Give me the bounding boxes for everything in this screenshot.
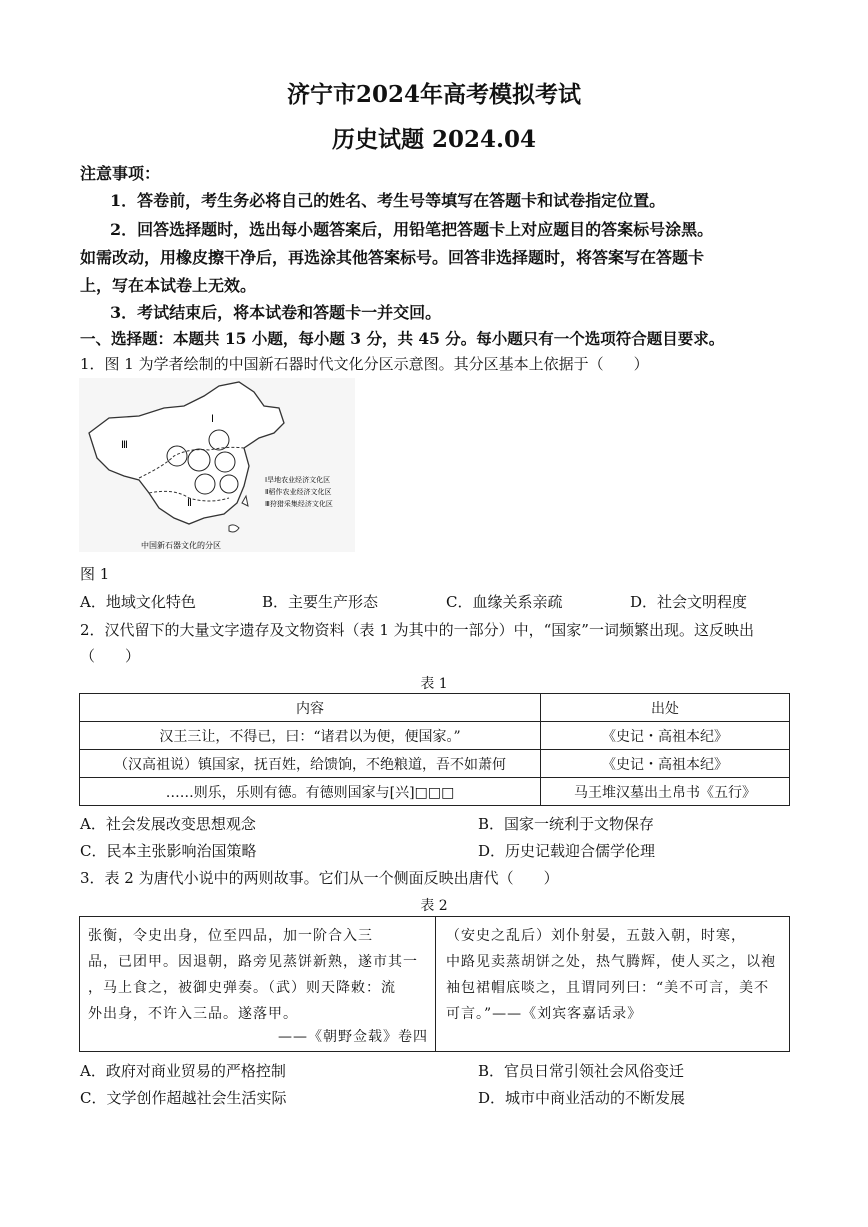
table-2 [79,916,790,1052]
table-cell-source: 《史记・高祖本纪》 [541,750,790,778]
table-row [80,750,790,778]
table-2-left-text: 张衡，令史出身，位至四品，加一阶合入三 品，已团甲。因退朝，路旁见蒸饼新熟，遂市其一 ，马上食之，被御史弹奏。（武）则天降敕：流 外出身，不许入三品。遂落甲。 [88,928,418,1022]
table-2-left-source: ——《朝野佥载》卷四 [278,1029,428,1045]
table-cell-source: 马王堆汉墓出土帛书《五行》 [541,778,790,806]
exam-subtitle: 历史试题 2024.04 [331,126,537,153]
q2-option-c[interactable]: C．民本主张影响治国策略 [80,842,257,860]
table-2-right-text: （安史之乱后）刘仆射晏，五鼓入朝，时寒， 中路见卖蒸胡饼之处，热气腾辉，使人买之，以袍 袖包裙帽底啖之，且谓同列曰：“美不可言，美不 可言。”——《刘宾客嘉话录》 [446,928,776,1022]
table-header-content: 内容 [80,694,541,722]
question-1-stem: 1．图 1 为学者绘制的中国新石器时代文化分区示意图。其分区基本上依据于（ ） [80,355,649,373]
table-cell-content: 汉王三让，不得已，曰：“诸君以为便，便国家。” [80,722,541,750]
exam-title: 济宁市2024年高考模拟考试 [286,81,581,108]
q3-option-b[interactable]: B．官员日常引领社会风俗变迁 [478,1062,685,1080]
table-1-caption: 表 1 [420,676,448,692]
map-legend-2: Ⅱ稻作农业经济文化区 [265,488,332,496]
table-header-row [80,694,790,722]
q2-option-d[interactable]: D．历史记载迎合儒学伦理 [478,842,656,860]
question-2-stem-cont: （ ） [80,647,141,665]
figure-1-label: 图 1 [80,565,110,583]
table-2-caption: 表 2 [420,898,448,914]
notice-item-2-end: 上，写在本试卷上无效。 [80,276,257,295]
table-row [80,722,790,750]
question-2-stem: 2．汉代留下的大量文字遗存及文物资料（表 1 为其中的一部分）中，“国家”一词频繁出现。这反映出 [80,621,754,639]
q2-option-a[interactable]: A．社会发展改变思想观念 [80,815,256,833]
map-caption: 中国新石器文化的分区 [141,541,221,550]
table-2-divider [435,917,436,1051]
map-zone-2-label: Ⅱ [187,498,192,509]
neolithic-culture-map [79,378,355,552]
question-3-stem: 3．表 2 为唐代小说中的两则故事。它们从一个侧面反映出唐代（ ） [80,869,559,887]
table-1 [79,693,790,806]
q3-option-c[interactable]: C．文学创作超越社会生活实际 [80,1089,287,1107]
q2-option-b[interactable]: B．国家一统利于文物保存 [478,815,655,833]
map-legend-3: Ⅲ狩猎采集经济文化区 [265,500,333,508]
table-cell-source: 《史记・高祖本纪》 [541,722,790,750]
table-header-source: 出处 [541,694,790,722]
map-zone-1-label: Ⅰ [211,414,214,425]
map-zone-3-label: Ⅲ [121,440,128,451]
q1-option-a[interactable]: A．地域文化特色 [80,593,196,611]
notice-item-3: 3．考试结束后，将本试卷和答题卡一并交回。 [110,303,442,322]
q3-option-a[interactable]: A．政府对商业贸易的严格控制 [80,1062,286,1080]
map-legend-1: Ⅰ旱地农业经济文化区 [265,476,331,484]
q1-option-d[interactable]: D．社会文明程度 [630,593,748,611]
section-heading: 一、选择题：本题共 15 小题，每小题 3 分，共 45 分。每小题只有一个选项符合题目要求。 [80,329,725,348]
table-cell-content: （汉高祖说）镇国家，抚百姓，给馈饷，不绝粮道，吾不如萧何 [80,750,541,778]
notice-item-1: 1．答卷前，考生务必将自己的姓名、考生号等填写在答题卡和试卷指定位置。 [110,191,666,210]
q3-option-d[interactable]: D．城市中商业活动的不断发展 [478,1089,686,1107]
notice-heading: 注意事项： [80,164,161,183]
notice-item-2: 2．回答选择题时，选出每小题答案后，用铅笔把答题卡上对应题目的答案标号涂黑。 [110,220,714,239]
q1-option-b[interactable]: B．主要生产形态 [262,593,379,611]
table-row [80,778,790,806]
table-cell-content: ……则乐，乐则有德。有德则国家与[兴]□□□ [80,778,541,806]
q1-option-c[interactable]: C．血缘关系亲疏 [446,593,563,611]
notice-item-2-cont: 如需改动，用橡皮擦干净后，再选涂其他答案标号。回答非选择题时，将答案写在答题卡 [80,248,705,267]
